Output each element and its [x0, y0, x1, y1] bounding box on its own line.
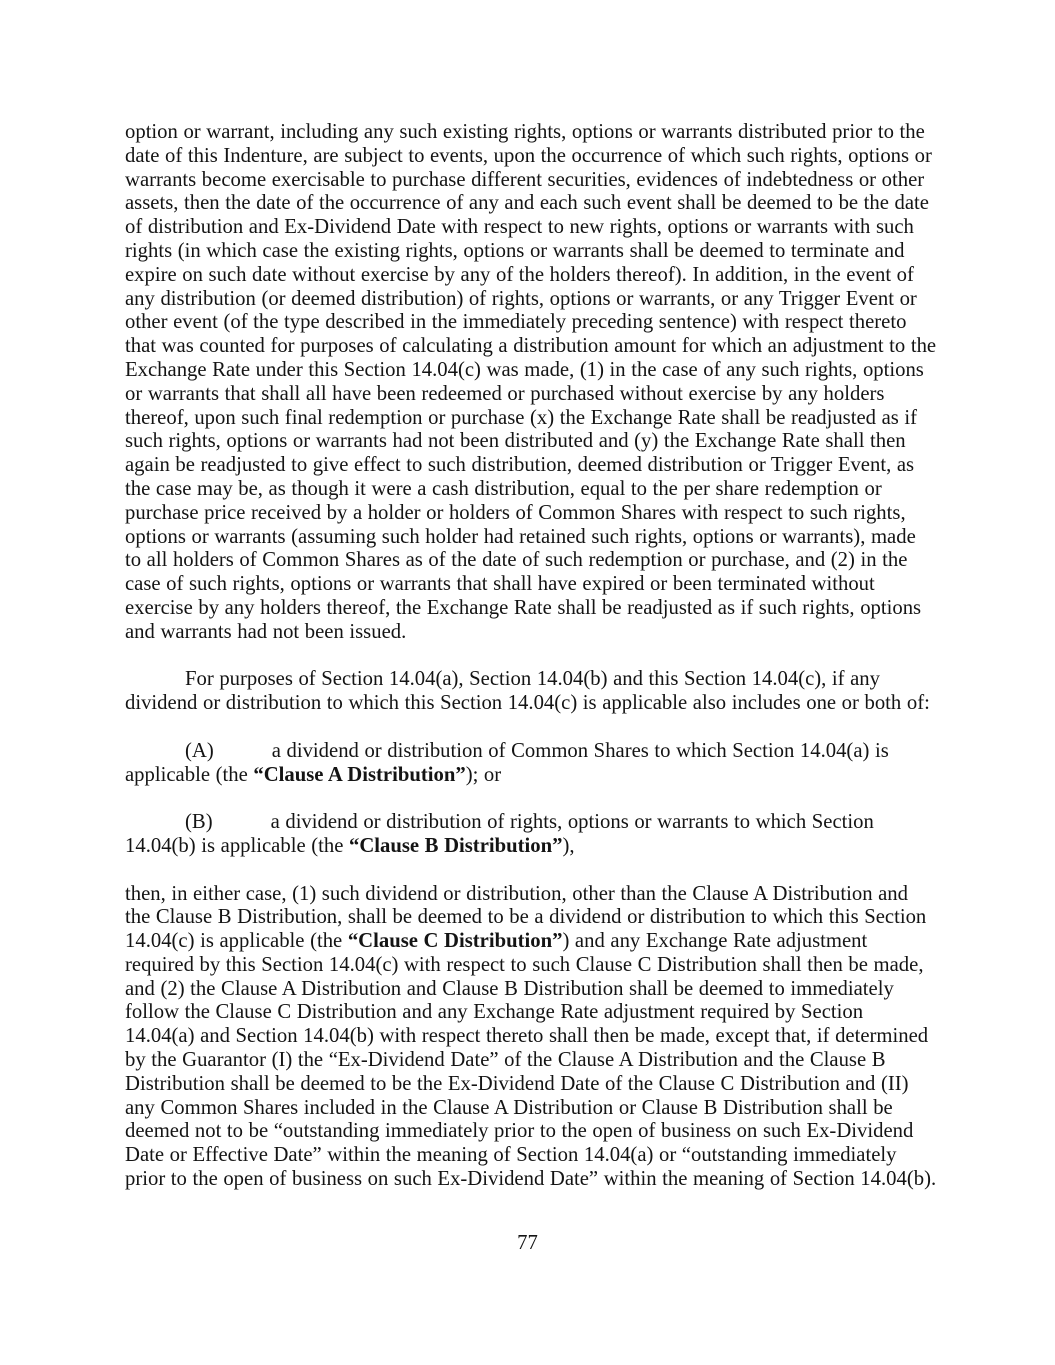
defined-term: “Clause C Distribution”: [347, 930, 563, 953]
then-in-either-case-paragraph: [125, 883, 937, 1192]
text-run: option or warrant, including any such existing rights, options or warrants distributed prior to the date of this Indenture, are subject to events, upon the occurrence of which such rights, options or warrants become exercisable to purchase different securities, evidences of indebtedness or other assets, then the date of the occurrence of any and each such event shall be deemed to be the date of distribution and Ex-Dividend Date with respect to new rights, options or warrants with such rights (in which case the existing rights, options or warrants shall be deemed to terminate and expire on such date without exercise by any of the holders thereof). In addition, in the event of any distribution (or deemed distribution) of rights, options or warrants, or any Trigger Event or other event (of the type described in the immediately preceding sentence) with respect thereto that was counted for purposes of calculating a distribution amount for which an adjustment to the Exchange Rate under this Section 14.04(c) was made, (1) in the case of any such rights, options or warrants that shall all have been redeemed or purchased without exercise by any holders thereof, upon such final redemption or purchase (x) the Exchange Rate shall be readjusted as if such rights, options or warrants had not been distributed and (y) the Exchange Rate shall then again be readjusted to give effect to such distribution, deemed distribution or Trigger Event, as the case may be, as though it were a cash distribution, equal to the per share redemption or purchase price received by a holder or holders of Common Shares with respect to such rights, options or warrants (assuming such holder had retained such rights, options or warrants), made to all holders of Common Shares as of the date of such redemption or purchase, and (2) in the case of such rights, options or warrants that shall have expired or been terminated without exercise by any holders thereof, the Exchange Rate shall be readjusted as if such rights, options and warrants had not been issued.: [125, 121, 937, 643]
page-number: 77: [517, 1232, 538, 1254]
text-run: (A): [185, 739, 214, 762]
clause-a-paragraph: [125, 740, 937, 788]
for-purposes-paragraph: [125, 668, 937, 716]
text-run: ),: [562, 834, 575, 857]
document-body: [125, 121, 937, 1216]
text-run: (B): [185, 811, 213, 834]
defined-term: “Clause B Distribution”: [348, 834, 563, 857]
text-run: a dividend or distribution of Common Shares to which Section 14.04(a) is applicable (the: [125, 739, 889, 786]
continuation-paragraph: [125, 121, 937, 645]
text-run: a dividend or distribution of rights, options or warrants to which Section 14.04(b) is applicable (the: [125, 811, 874, 857]
text-run: then, in either case, (1) such dividend or distribution, other than the Clause A Distribution and the Clause B Distribution, shall be deemed to be a dividend or distribution to which this Section 14.04(c) is applicable (the: [125, 882, 927, 953]
text-run: ); or: [465, 763, 502, 786]
text-run: ) and any Exchange Rate adjustment required by this Section 14.04(c) with respect to such Clause C Distribution shall then be made, and (2) the Clause A Distribution and Clause B Distribution shall be deemed to immediately follow the Clause C Distribution and any Exchange Rate adjustment required by Section 14.04(a) and Section 14.04(b) with respect thereto shall then be made, except that, if determined by the Guarantor (I) the “Ex-Dividend Date” of the Clause A Distribution and the Clause B Distribution shall be deemed to be the Ex-Dividend Date of the Clause C Distribution and (II) any Common Shares included in the Clause A Distribution or Clause B Distribution shall be deemed not to be “outstanding immediately prior to the open of business on such Ex-Dividend Date or Effective Date” within the meaning of Section 14.04(a) or “outstanding immediately prior to the open of business on such Ex-Dividend Date” within the meaning of Section 14.04(b).: [125, 930, 937, 1191]
clause-b-paragraph: [125, 811, 937, 859]
defined-term: “Clause A Distribution”: [253, 763, 466, 786]
text-run: For purposes of Section 14.04(a), Section 14.04(b) and this Section 14.04(c), if any dividend or distribution to which this Section 14.04(c) is applicable also includes one or both of:: [125, 668, 930, 715]
